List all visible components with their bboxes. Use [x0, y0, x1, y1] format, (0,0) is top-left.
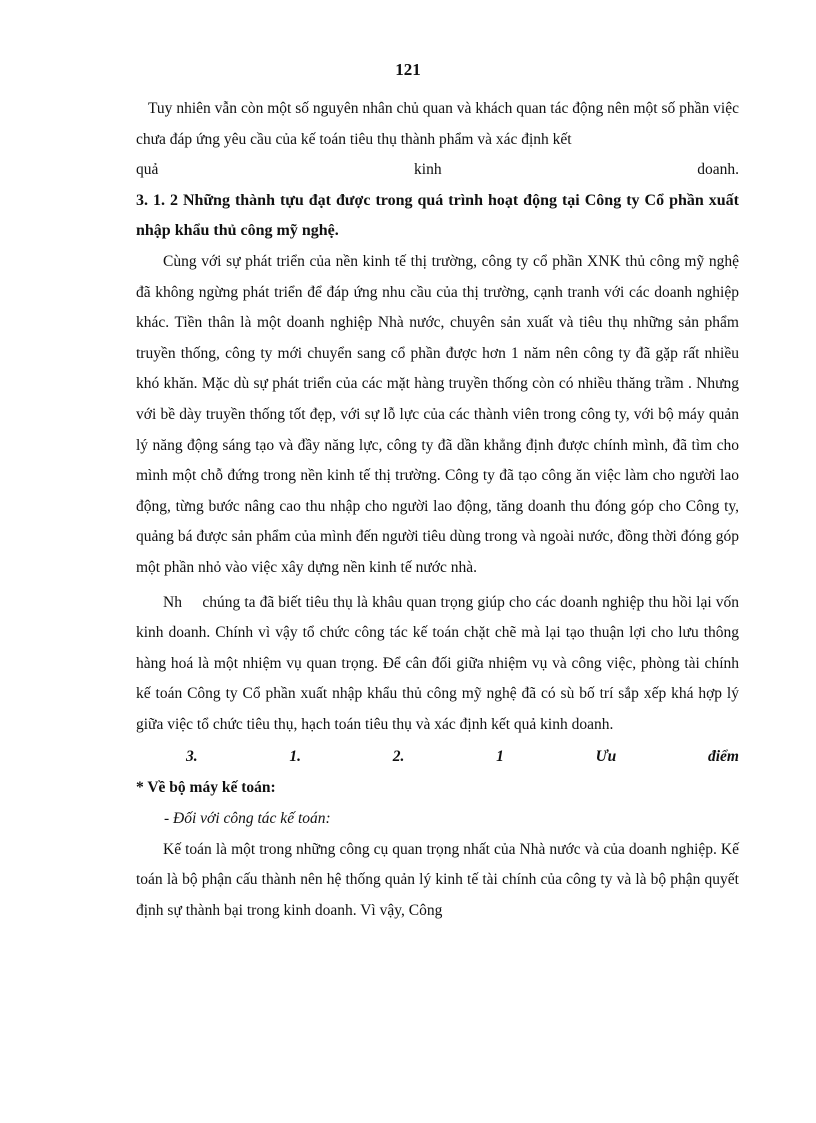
paragraph-achievements: Cùng với sự phát triển của nền kinh tế thị trường, công ty cổ phần XNK thủ công mỹ nghệ đã không ngừng phát triển để đáp ứng nhu cầu của thị trường, cạnh tranh với các doanh nghiệp khác. Tiền thân là một doanh nghiệp Nhà nước, chuyên sản xuất và tiêu thụ những sản phẩm truyền thống, công ty mới chuyển sang cổ phần được hơn 1 năm nên công ty đã gặp rất nhiều khó khăn. Mặc dù sự phát triển của các mặt hàng truyền thống còn có nhiều thăng trầm . Nhưng với bề dày truyền thống tốt đẹp, với sự lỗ lực của các thành viên trong công ty, với bộ máy quản lý năng động sáng tạo và đầy năng lực, công ty đã dần khẳng định được chính mình, đã tìm cho mình một chỗ đứng trong nền kinh tế thị trường. Công ty đã tạo công ăn việc làm cho người lao động, từng bước nâng cao thu nhập cho người lao động, tăng doanh thu đóng góp cho Công ty, quảng bá được sản phẩm của mình đến người tiêu dùng trong và ngoài nước, đồng thời đóng góp một phần nhỏ vào việc xây dựng nền kinh tế nước nhà.: [136, 252, 739, 576]
heading-token: 2.: [392, 748, 405, 766]
paragraph-intro-last-line: [136, 155, 739, 186]
section-heading-3-1-2-1: [136, 740, 739, 773]
subheading-accounting-apparatus: * Về bộ máy kế toán:: [136, 779, 276, 797]
word: doanh.: [697, 161, 739, 179]
paragraph-intro: Tuy nhiên vẫn còn một số nguyên nhân chủ quan và khách quan tác động nên một số phần việc chưa đáp ứng yêu cầu của kế toán tiêu thụ thành phẩm và xác định kết: [136, 100, 739, 148]
page-number: 121: [395, 60, 421, 79]
italic-subsection: - Đối với công tác kế toán:: [164, 810, 331, 828]
heading-token: Ưu: [595, 748, 617, 766]
paragraph-consumption: Nh chúng ta đã biết tiêu thụ là khâu quan trọng giúp cho các doanh nghiệp thu hồi lại vốn kinh doanh. Chính vì vậy tổ chức công tác kế toán chặt chẽ mà lại tạo thuận lợi cho lưu thông hàng hoá là một nhiệm vụ quan trọng. Để cân đối giữa nhiệm vụ và công việc, phòng tài chính kế toán Công ty Cổ phần xuất nhập khẩu thủ công mỹ nghệ đã có sù bố trí sắp xếp khá hợp lý giữa việc tổ chức tiêu thụ, hạch toán tiêu thụ và xác định kết quả kinh doanh.: [136, 593, 743, 733]
heading-token: 3.: [186, 748, 198, 766]
heading-token: 1.: [289, 748, 301, 766]
page-content: [136, 94, 743, 926]
section-heading-3-1-2: 3. 1. 2 Những thành tựu đạt được trong quá trình hoạt động tại Công ty Cổ phần xuất nhập khẩu thủ công mỹ nghệ.: [136, 191, 739, 240]
word: quả: [136, 161, 159, 179]
heading-token: điểm: [707, 748, 739, 766]
paragraph-accounting: Kế toán là một trong những công cụ quan trọng nhất của Nhà nước và của doanh nghiệp. Kế toán là bộ phận cấu thành nên hệ thống quản lý kinh tế tài chính của công ty và là bộ phận quyết định sự thành bại trong kinh doanh. Vì vậy, Công: [136, 840, 739, 919]
word: kinh: [414, 161, 442, 179]
heading-token: 1: [496, 748, 504, 766]
